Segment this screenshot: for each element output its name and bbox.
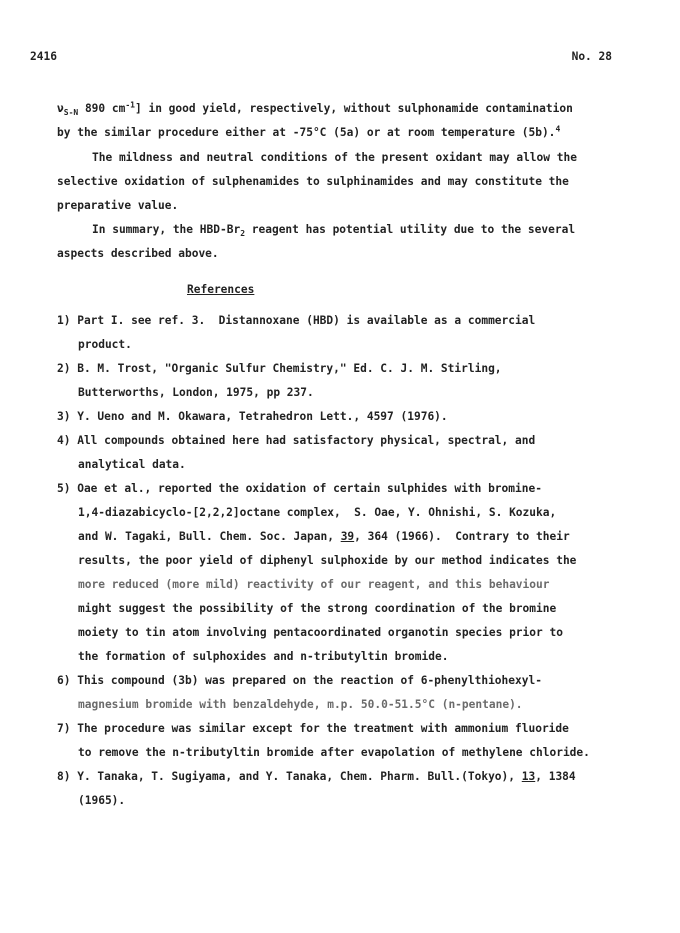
reference-5-line-7: moiety to tin atom involving pentacoordinated organotin species prior to (78, 626, 563, 639)
paragraph-3-line-1 (92, 222, 575, 238)
reference-2-line-1: 2) B. M. Trost, "Organic Sulfur Chemistry," Ed. C. J. M. Stirling, (57, 362, 502, 375)
text-segment: 8) Y. Tanaka, T. Sugiyama, and Y. Tanaka, Chem. Pharm. Bull.(Tokyo), (57, 770, 522, 783)
footnote-ref-4: 4 (555, 124, 561, 134)
paragraph-2-line-1: The mildness and neutral conditions of the present oxidant may allow the (92, 151, 577, 164)
text-segment: , 364 (1966). Contrary to their (354, 530, 570, 543)
reference-1-line-2: product. (78, 338, 132, 351)
superscript-minus-one: -1 (125, 100, 135, 110)
paragraph-1-line-2 (57, 125, 560, 141)
reference-8-line-1 (57, 769, 576, 785)
nu-symbol: ν (57, 102, 64, 115)
reference-5-line-5: more reduced (more mild) reactivity of our reagent, and this behaviour (78, 578, 550, 591)
paragraph-1-line-1 (57, 101, 573, 117)
volume-number: 39 (340, 530, 355, 543)
reference-5-line-8: the formation of sulphoxides and n-tributyltin bromide. (78, 650, 449, 663)
text-segment: 890 cm (78, 102, 126, 115)
reference-2-line-2: Butterworths, London, 1975, pp 237. (78, 386, 314, 399)
reference-4-line-1: 4) All compounds obtained here had satisfactory physical, spectral, and (57, 434, 536, 447)
subscript-s-n: S-N (63, 108, 79, 118)
page-number: 2416 (30, 50, 57, 63)
reference-6-line-1: 6) This compound (3b) was prepared on the reaction of 6-phenylthiohexyl- (57, 674, 542, 687)
text-segment: ] in good yield, respectively, without sulphonamide contamination (135, 102, 573, 115)
text-segment: and W. Tagaki, Bull. Chem. Soc. Japan, (78, 530, 341, 543)
text-segment: , 1384 (535, 770, 576, 783)
reference-6-line-2: magnesium bromide with benzaldehyde, m.p. 50.0-51.5°C (n-pentane). (78, 698, 523, 711)
text-segment: In summary, the HBD-Br (92, 223, 241, 236)
reference-8-line-2: (1965). (78, 794, 126, 807)
reference-5-line-4: results, the poor yield of diphenyl sulphoxide by our method indicates the (78, 554, 577, 567)
text-segment: reagent has potential utility due to the several (245, 223, 576, 236)
reference-4-line-2: analytical data. (78, 458, 186, 471)
volume-number: 13 (521, 770, 536, 783)
journal-issue-number: No. 28 (571, 50, 612, 63)
reference-7-line-1: 7) The procedure was similar except for the treatment with ammonium fluoride (57, 722, 569, 735)
reference-5-line-1: 5) Oae et al., reported the oxidation of certain sulphides with bromine- (57, 482, 542, 495)
paragraph-2-line-3: preparative value. (57, 199, 179, 212)
reference-3-line-1: 3) Y. Ueno and M. Okawara, Tetrahedron Lett., 4597 (1976). (57, 410, 448, 423)
reference-5-line-6: might suggest the possibility of the strong coordination of the bromine (78, 602, 557, 615)
reference-5-line-3 (78, 529, 570, 545)
references-heading: References (187, 283, 255, 296)
subscript-2: 2 (240, 229, 246, 239)
reference-7-line-2: to remove the n-tributyltin bromide after evapolation of methylene chloride. (78, 746, 590, 759)
paragraph-3-line-2: aspects described above. (57, 247, 219, 260)
text-segment: by the similar procedure either at -75°C (5a) or at room temperature (5b). (57, 126, 556, 139)
reference-5-line-2: 1,4-diazabicyclo-[2,2,2]octane complex, S. Oae, Y. Ohnishi, S. Kozuka, (78, 506, 557, 519)
paragraph-2-line-2: selective oxidation of sulphenamides to sulphinamides and may constitute the (57, 175, 569, 188)
reference-1-line-1: 1) Part I. see ref. 3. Distannoxane (HBD) is available as a commercial (57, 314, 536, 327)
